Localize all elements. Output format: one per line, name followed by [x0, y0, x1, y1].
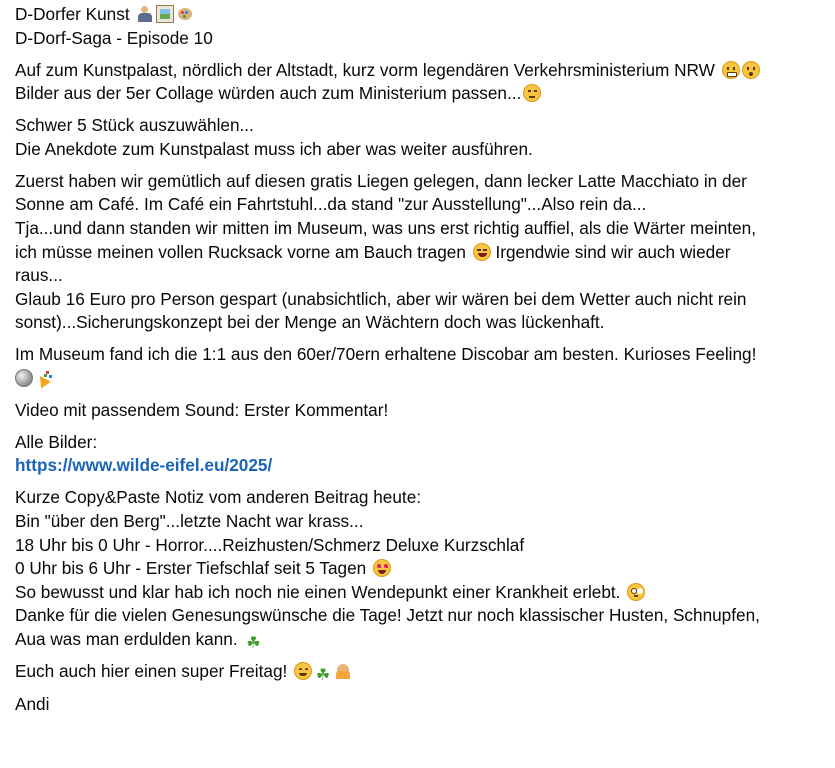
signature: Andi	[15, 693, 50, 714]
grimacing-face-icon	[722, 61, 740, 79]
text-line: Glaub 16 Euro pro Person gespart (unabsichtlich, aber wir wären bei dem Wetter auch nicht rein	[15, 288, 747, 309]
paragraph-video	[15, 399, 830, 423]
shamrock-icon: ☘	[246, 632, 261, 652]
text-line: ich müsse meinen vollen Rucksack vorne am Bauch tragen	[15, 241, 466, 262]
text-line: Die Anekdote zum Kunstpalast muss ich aber was weiter ausführen.	[15, 138, 533, 159]
paragraph-discobar	[15, 343, 830, 390]
paragraph-friday	[15, 660, 830, 684]
palette-icon	[176, 5, 194, 23]
post-body	[15, 3, 830, 725]
text-line: So bewusst und klar hab ich noch nie einen Wendepunkt einer Krankheit erlebt.	[15, 581, 621, 602]
paragraph-health-note	[15, 486, 830, 652]
text-line: Danke für die vielen Genesungswünsche die Tage! Jetzt nur noch klassischer Husten, Schnupfen,	[15, 605, 760, 626]
thinking-face-icon	[523, 84, 541, 102]
text-line: Bin "über den Berg"...letzte Nacht war krass...	[15, 511, 364, 532]
disco-ball-icon	[15, 369, 33, 387]
post-subtitle: D-Dorf-Saga - Episode 10	[15, 27, 213, 48]
text-line: Tja...und dann standen wir mitten im Museum, was uns erst richtig auffiel, als die Wärter meinten,	[15, 217, 756, 238]
text-line: Auf zum Kunstpalast, nördlich der Altstadt, kurz vorm legendären Verkehrsministerium NRW	[15, 59, 715, 80]
post-header	[15, 3, 830, 50]
paragraph-kunstpalast	[15, 59, 830, 106]
hushed-face-icon	[742, 61, 760, 79]
paragraph-all-images	[15, 431, 830, 478]
smiling-face-icon	[294, 662, 312, 680]
text-line: Bilder aus der 5er Collage würden auch zum Ministerium passen...	[15, 83, 522, 104]
text-line: Schwer 5 Stück auszuwählen...	[15, 115, 254, 136]
gallery-link[interactable]: https://www.wilde-eifel.eu/2025/	[15, 455, 273, 476]
text-line: Video mit passendem Sound: Erster Kommentar!	[15, 399, 389, 420]
framed-picture-icon	[156, 5, 174, 23]
tears-of-joy-icon	[473, 243, 491, 261]
heart-eyes-face-icon	[373, 559, 391, 577]
text-line: Kurze Copy&Paste Notiz vom anderen Beitrag heute:	[15, 487, 422, 508]
text-line: Euch auch hier einen super Freitag!	[15, 661, 288, 682]
paragraph-selection	[15, 114, 830, 161]
waving-person-icon	[334, 662, 352, 680]
text-line: 18 Uhr bis 0 Uhr - Horror....Reizhusten/Schmerz Deluxe Kurzschlaf	[15, 534, 525, 555]
paragraph-anecdote	[15, 170, 830, 335]
text-line: sonst)...Sicherungskonzept bei der Menge an Wächtern doch was lückenhaft.	[15, 312, 605, 333]
text-line: Aua was man erdulden kann.	[15, 628, 238, 649]
text-line: 0 Uhr bis 6 Uhr - Erster Tiefschlaf seit 5 Tagen	[15, 558, 367, 579]
paragraph-signature	[15, 693, 830, 717]
post-title: D-Dorfer Kunst	[15, 4, 130, 24]
text-line: Irgendwie sind wir auch wieder	[490, 241, 731, 262]
flushed-face-icon	[627, 583, 645, 601]
shamrock-icon: ☘	[315, 665, 331, 685]
text-line: Im Museum fand ich die 1:1 aus den 60er/70ern erhaltene Discobar am besten. Kurioses Feeling!	[15, 344, 757, 365]
artist-icon	[136, 5, 154, 23]
party-popper-icon	[35, 369, 53, 387]
text-line: Alle Bilder:	[15, 431, 98, 452]
text-line: Sonne am Café. Im Café ein Fahrtstuhl...da stand "zur Ausstellung"...Also rein da...	[15, 194, 647, 215]
text-line: raus...	[15, 265, 63, 286]
text-line: Zuerst haben wir gemütlich auf diesen gratis Liegen gelegen, dann lecker Latte Macchiato in der	[15, 170, 747, 191]
